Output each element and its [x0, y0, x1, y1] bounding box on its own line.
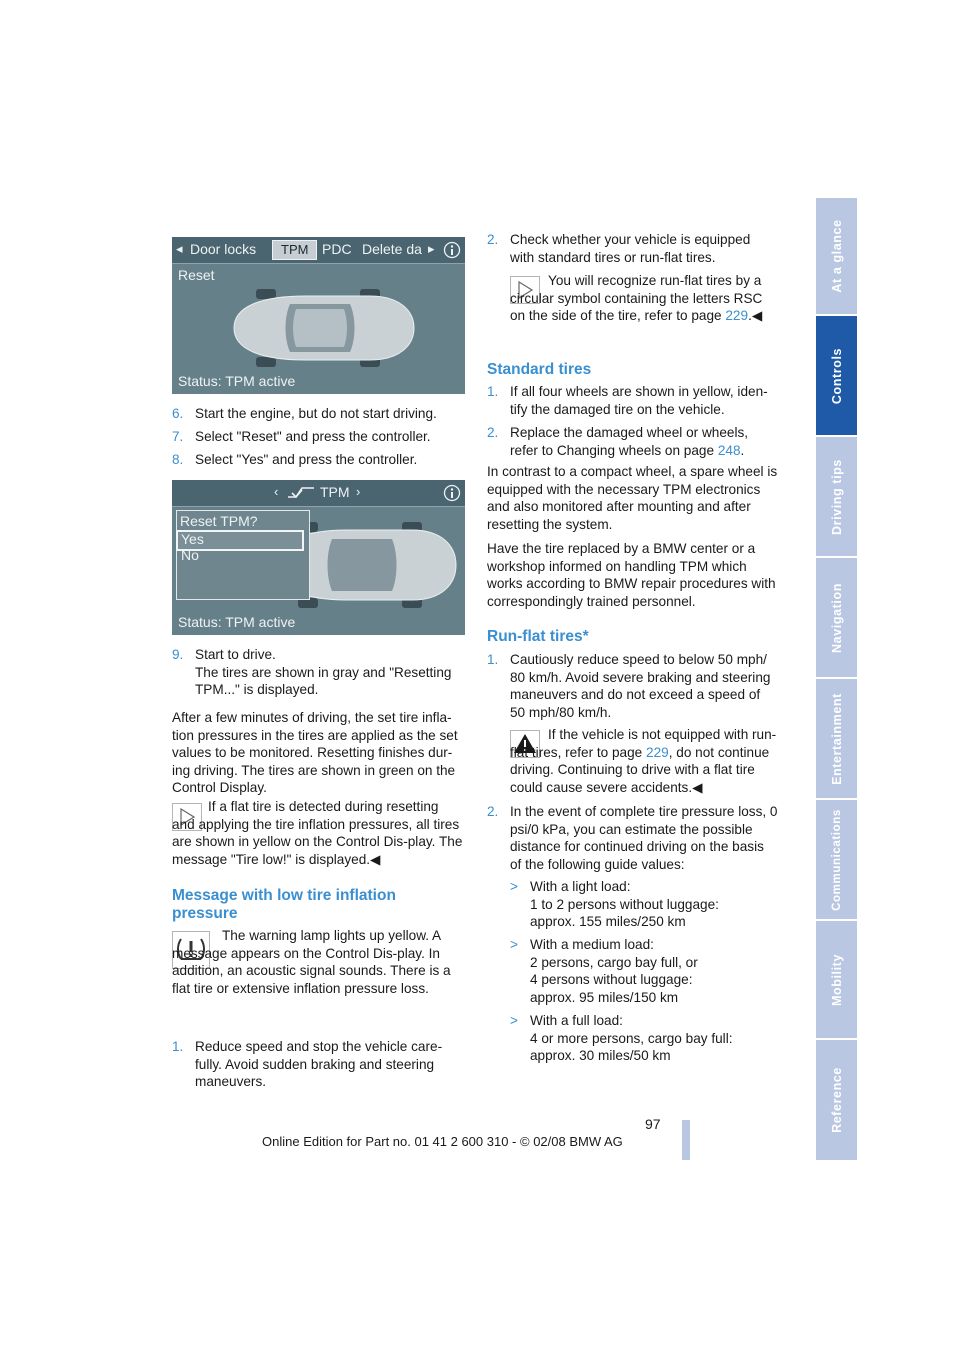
menu-pdc: PDC [322, 241, 352, 257]
car-icon [220, 287, 420, 369]
paragraph: After a few minutes of driving, the set tire infla-tion pressures in the tires are applied as the set values to be monitored. Resetting finishes dur-ing driving. The tires are shown in green on the Control Display. [172, 710, 458, 796]
menu-delete: Delete da [362, 241, 422, 257]
section-heading: Standard tires [487, 361, 592, 378]
list-item: 6. Start the engine, but do not start driving. [172, 406, 437, 421]
info-icon [443, 484, 461, 502]
tpm-header: TPM [320, 484, 350, 500]
tab-at-a-glance[interactable]: At a glance [816, 198, 857, 314]
tab-navigation[interactable]: Navigation [816, 558, 857, 677]
tab-controls[interactable]: Controls [816, 316, 857, 435]
warning-paragraph: The warning lamp lights up yellow. A message appears on the Control Dis-play. In addition, an acoustic signal sounds. There is a flat tire or extensive inflation pressure loss. [172, 928, 451, 996]
bullet-item: > With a light load: 1 to 2 persons without luggage: approx. 155 miles/250 km [510, 879, 719, 930]
page-link[interactable]: 248 [717, 442, 741, 458]
warning-text: If the vehicle is not equipped with run-flat tires, refer to page 229, do not continue driving. Continuing to drive with a flat tire could cause severe accidents.◀ [510, 727, 777, 795]
list-item: 1. Reduce speed and stop the vehicle care-fully. Avoid sudden braking and steering maneuvers. [172, 1039, 443, 1090]
page-marker [682, 1120, 690, 1160]
chevron-right-icon: › [356, 484, 361, 499]
note-text: You will recognize run-flat tires by a circular symbol containing the letters RSC on the side of the tire, refer to page 229.◀ [510, 273, 763, 324]
list-item: 2. Replace the damaged wheel or wheels, refer to Changing wheels on page 248. [487, 425, 749, 458]
control-display-screenshot-reset-tpm [172, 480, 465, 635]
dialog-title: Reset TPM? [180, 513, 258, 529]
tpm-icon [286, 485, 316, 501]
paragraph: In contrast to a compact wheel, a spare wheel is equipped with the necessary TPM electronics and also monitored after mounting and after resetting the system. [487, 464, 778, 532]
tab-reference[interactable]: Reference [816, 1040, 857, 1160]
status-text: Status: TPM active [178, 614, 296, 630]
page-number: 97 [645, 1116, 661, 1132]
tab-driving-tips[interactable]: Driving tips [816, 437, 857, 556]
option-yes: Yes [181, 531, 204, 547]
chevron-left-icon: ◂ [176, 241, 183, 256]
list-item: 9. Start to drive. The tires are shown in gray and "Resetting TPM..." is displayed. [172, 647, 452, 698]
tab-entertainment[interactable]: Entertainment [816, 679, 857, 798]
paragraph: Have the tire replaced by a BMW center or a workshop informed on handling TPM which works according to BMW repair procedures with correspondingly trained personnel. [487, 541, 776, 609]
bullet-item: > With a medium load: 2 persons, cargo bay full, or 4 persons without luggage: approx. 95 miles/150 km [510, 937, 698, 1005]
menu-door-locks: Door locks [190, 241, 257, 257]
page-link[interactable]: 229 [646, 744, 669, 760]
section-heading: Run-flat tires* [487, 628, 589, 645]
reset-item: Reset [178, 267, 215, 283]
info-icon [443, 241, 461, 259]
page-link[interactable]: 229 [725, 308, 749, 324]
section-heading: Message with low tire inflation pressure [172, 887, 396, 922]
control-display-screenshot-reset [172, 237, 465, 394]
menu-bar [172, 480, 465, 507]
note-text: If a flat tire is detected during resetting and applying the tire inflation pressures, all tires are shown in yellow on the Control Dis-play. The message "Tire low!" is displayed.◀ [172, 799, 463, 867]
menu-tpm-active: TPM [272, 240, 317, 260]
edition-footer: Online Edition for Part no. 01 41 2 600 310 - © 02/08 BMW AG [262, 1134, 623, 1149]
chevron-right-icon: ▸ [428, 241, 435, 256]
option-no: No [181, 547, 199, 563]
list-item: 1. Cautiously reduce speed to below 50 mph/ 80 km/h. Avoid severe braking and steering maneuvers and do not exceed a speed of 50 mph/80 km/h. [487, 652, 771, 720]
list-item: 1. If all four wheels are shown in yellow, iden-tify the damaged tire on the vehicle. [487, 384, 768, 417]
tab-communications[interactable]: Communications [816, 800, 857, 919]
list-item: 8. Select "Yes" and press the controller. [172, 452, 418, 467]
status-text: Status: TPM active [178, 373, 296, 389]
chevron-left-icon: ‹ [274, 484, 279, 499]
bullet-item: > With a full load: 4 or more persons, cargo bay full: approx. 30 miles/50 km [510, 1013, 733, 1064]
list-item: 7. Select "Reset" and press the controller. [172, 429, 431, 444]
tab-mobility[interactable]: Mobility [816, 921, 857, 1038]
list-item: 2. In the event of complete tire pressure loss, 0 psi/0 kPa, you can estimate the possible distance for continued driving on the basis of the following guide values: [487, 804, 778, 872]
list-item: 2. Check whether your vehicle is equipped with standard tires or run-flat tires. [487, 232, 751, 265]
